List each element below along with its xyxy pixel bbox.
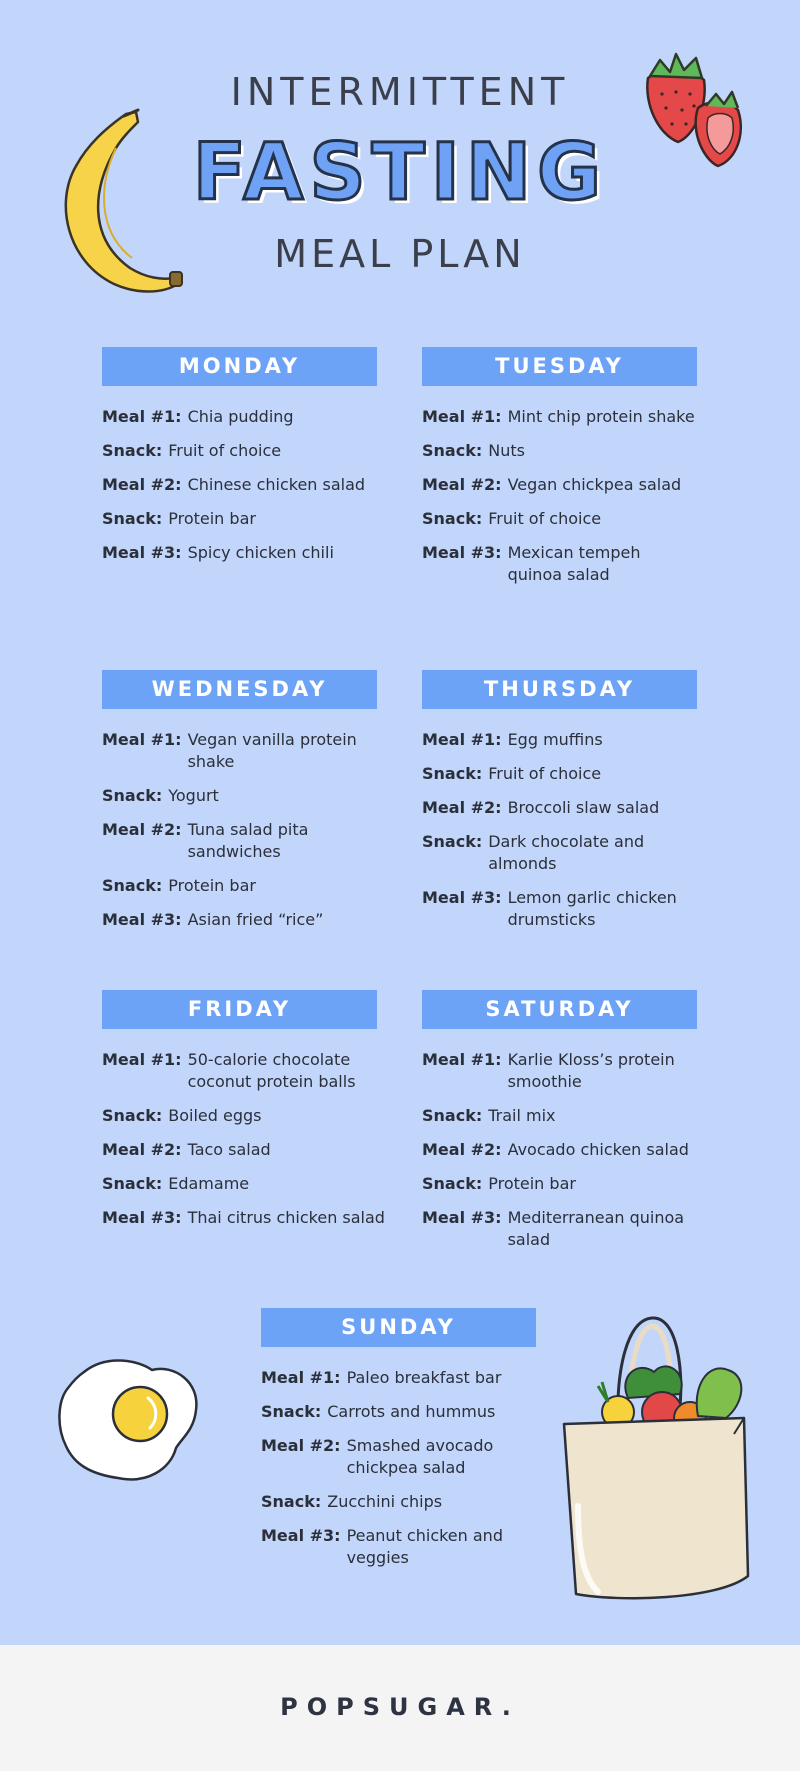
meal-label: Snack: <box>422 764 483 783</box>
day-thursday <box>422 670 697 943</box>
meal-text: Dark chocolate and almonds <box>488 832 645 873</box>
meal-text: Asian fried “rice” <box>187 910 324 929</box>
title-intermittent: INTERMITTENT <box>230 70 570 114</box>
footer <box>0 1645 800 1771</box>
meal-text: Edamame <box>168 1174 250 1193</box>
meal-label: Meal #3: <box>102 1208 182 1227</box>
meal-text: Vegan vanilla protein shake <box>187 730 357 771</box>
meal-label: Snack: <box>102 876 163 895</box>
meal-item <box>102 1049 382 1093</box>
meal-label: Meal #3: <box>102 910 182 929</box>
meal-text: Karlie Kloss’s protein smoothie <box>507 1050 675 1091</box>
meal-text: Vegan chickpea salad <box>507 475 682 494</box>
meal-item <box>422 542 697 586</box>
meal-label: Snack: <box>422 1106 483 1125</box>
meal-label: Meal #2: <box>102 1140 182 1159</box>
meal-list <box>102 406 377 564</box>
meal-text: Protein bar <box>168 876 256 895</box>
meal-item <box>102 875 377 897</box>
meal-label: Meal #1: <box>102 730 182 749</box>
meal-label: Meal #1: <box>422 730 502 749</box>
meal-label: Snack: <box>261 1402 322 1421</box>
meal-text: Lemon garlic chicken drumsticks <box>507 888 677 929</box>
meal-item <box>422 831 697 875</box>
meal-item <box>102 474 377 496</box>
meal-item <box>422 508 697 530</box>
meal-label: Meal #3: <box>102 543 182 562</box>
meal-item <box>102 1173 402 1195</box>
meal-text: Broccoli slaw salad <box>507 798 660 817</box>
meal-label: Snack: <box>422 509 483 528</box>
day-wednesday <box>102 670 377 943</box>
meal-item <box>422 887 697 931</box>
meal-list <box>261 1367 536 1569</box>
meal-label: Meal #1: <box>102 1050 182 1069</box>
meal-text: Mint chip protein shake <box>507 407 695 426</box>
meal-label: Meal #2: <box>422 1140 502 1159</box>
meal-item <box>261 1367 536 1389</box>
meal-text: 50-calorie chocolate coconut protein balls <box>187 1050 356 1091</box>
meal-text: Peanut chicken and veggies <box>346 1526 503 1567</box>
meal-item <box>422 1049 712 1093</box>
meal-text: Fruit of choice <box>168 441 282 460</box>
grocery-bag-icon <box>558 1306 754 1606</box>
meal-text: Nuts <box>488 441 525 460</box>
day-header: TUESDAY <box>422 347 697 386</box>
meal-item <box>422 1139 712 1161</box>
meal-item <box>422 1105 712 1127</box>
day-tuesday <box>422 347 697 598</box>
meal-item <box>422 797 697 819</box>
meal-label: Meal #2: <box>422 475 502 494</box>
meal-text: Fruit of choice <box>488 764 602 783</box>
meal-item <box>422 406 697 428</box>
day-sunday <box>261 1308 536 1581</box>
day-header: SATURDAY <box>422 990 697 1029</box>
meal-label: Snack: <box>102 1106 163 1125</box>
meal-item <box>102 819 377 863</box>
meal-list <box>422 406 697 586</box>
meal-text: Egg muffins <box>507 730 603 749</box>
meal-list <box>102 729 377 931</box>
meal-text: Mexican tempeh quinoa salad <box>507 543 641 584</box>
meal-item <box>261 1491 536 1513</box>
meal-item <box>102 1105 402 1127</box>
meal-text: Chia pudding <box>187 407 294 426</box>
day-header: WEDNESDAY <box>102 670 377 709</box>
meal-item <box>422 763 697 785</box>
meal-text: Taco salad <box>187 1140 271 1159</box>
meal-item <box>102 440 377 462</box>
title-meal-plan: MEAL PLAN <box>274 232 526 276</box>
meal-text: Spicy chicken chili <box>187 543 334 562</box>
meal-label: Meal #1: <box>422 1050 502 1069</box>
day-friday <box>102 990 402 1241</box>
meal-text: Smashed avocado chickpea salad <box>346 1436 494 1477</box>
meal-label: Meal #1: <box>102 407 182 426</box>
meal-item <box>102 508 377 530</box>
meal-label: Snack: <box>102 1174 163 1193</box>
meal-label: Meal #3: <box>261 1526 341 1545</box>
meal-label: Meal #3: <box>422 1208 502 1227</box>
meal-item <box>261 1401 536 1423</box>
meal-text: Protein bar <box>168 509 256 528</box>
meal-item <box>422 474 697 496</box>
meal-text: Trail mix <box>488 1106 556 1125</box>
day-header: FRIDAY <box>102 990 377 1029</box>
meal-label: Meal #1: <box>261 1368 341 1387</box>
meal-text: Fruit of choice <box>488 509 602 528</box>
meal-item <box>422 729 697 751</box>
meal-list <box>422 1049 712 1251</box>
meal-text: Tuna salad pita sandwiches <box>187 820 309 861</box>
day-header: MONDAY <box>102 347 377 386</box>
meal-label: Meal #3: <box>422 543 502 562</box>
meal-item <box>102 785 377 807</box>
meal-item <box>102 406 377 428</box>
meal-item <box>102 909 377 931</box>
meal-item <box>422 1207 697 1251</box>
meal-item <box>422 1173 712 1195</box>
meal-item <box>422 440 697 462</box>
meal-list <box>422 729 697 931</box>
meal-label: Snack: <box>422 1174 483 1193</box>
meal-text: Boiled eggs <box>168 1106 262 1125</box>
meal-label: Meal #2: <box>102 820 182 839</box>
meal-text: Avocado chicken salad <box>507 1140 689 1159</box>
meal-item <box>102 729 377 773</box>
meal-label: Snack: <box>102 786 163 805</box>
meal-label: Meal #1: <box>422 407 502 426</box>
meal-label: Meal #3: <box>422 888 502 907</box>
meal-text: Zucchini chips <box>327 1492 443 1511</box>
meal-item <box>261 1435 536 1479</box>
meal-list <box>102 1049 402 1229</box>
meal-item <box>261 1525 536 1569</box>
meal-text: Protein bar <box>488 1174 576 1193</box>
meal-item <box>102 1207 402 1229</box>
meal-label: Snack: <box>102 509 163 528</box>
meal-text: Paleo breakfast bar <box>346 1368 502 1387</box>
day-monday <box>102 347 377 576</box>
meal-item <box>102 1139 402 1161</box>
day-header: THURSDAY <box>422 670 697 709</box>
meal-label: Snack: <box>422 832 483 851</box>
meal-label: Snack: <box>422 441 483 460</box>
meal-label: Snack: <box>102 441 163 460</box>
meal-label: Meal #2: <box>102 475 182 494</box>
meal-label: Snack: <box>261 1492 322 1511</box>
meal-item <box>102 542 377 564</box>
meal-text: Mediterranean quinoa salad <box>507 1208 685 1249</box>
title-fasting: FASTING <box>192 128 608 218</box>
meal-label: Meal #2: <box>422 798 502 817</box>
day-saturday <box>422 990 712 1263</box>
brand-logo-text: POPSUGAR. <box>280 1693 520 1721</box>
meal-text: Carrots and hummus <box>327 1402 496 1421</box>
meal-text: Yogurt <box>168 786 219 805</box>
fried-egg-icon <box>54 1352 204 1488</box>
meal-text: Chinese chicken salad <box>187 475 366 494</box>
day-header: SUNDAY <box>261 1308 536 1347</box>
meal-text: Thai citrus chicken salad <box>187 1208 385 1227</box>
meal-label: Meal #2: <box>261 1436 341 1455</box>
